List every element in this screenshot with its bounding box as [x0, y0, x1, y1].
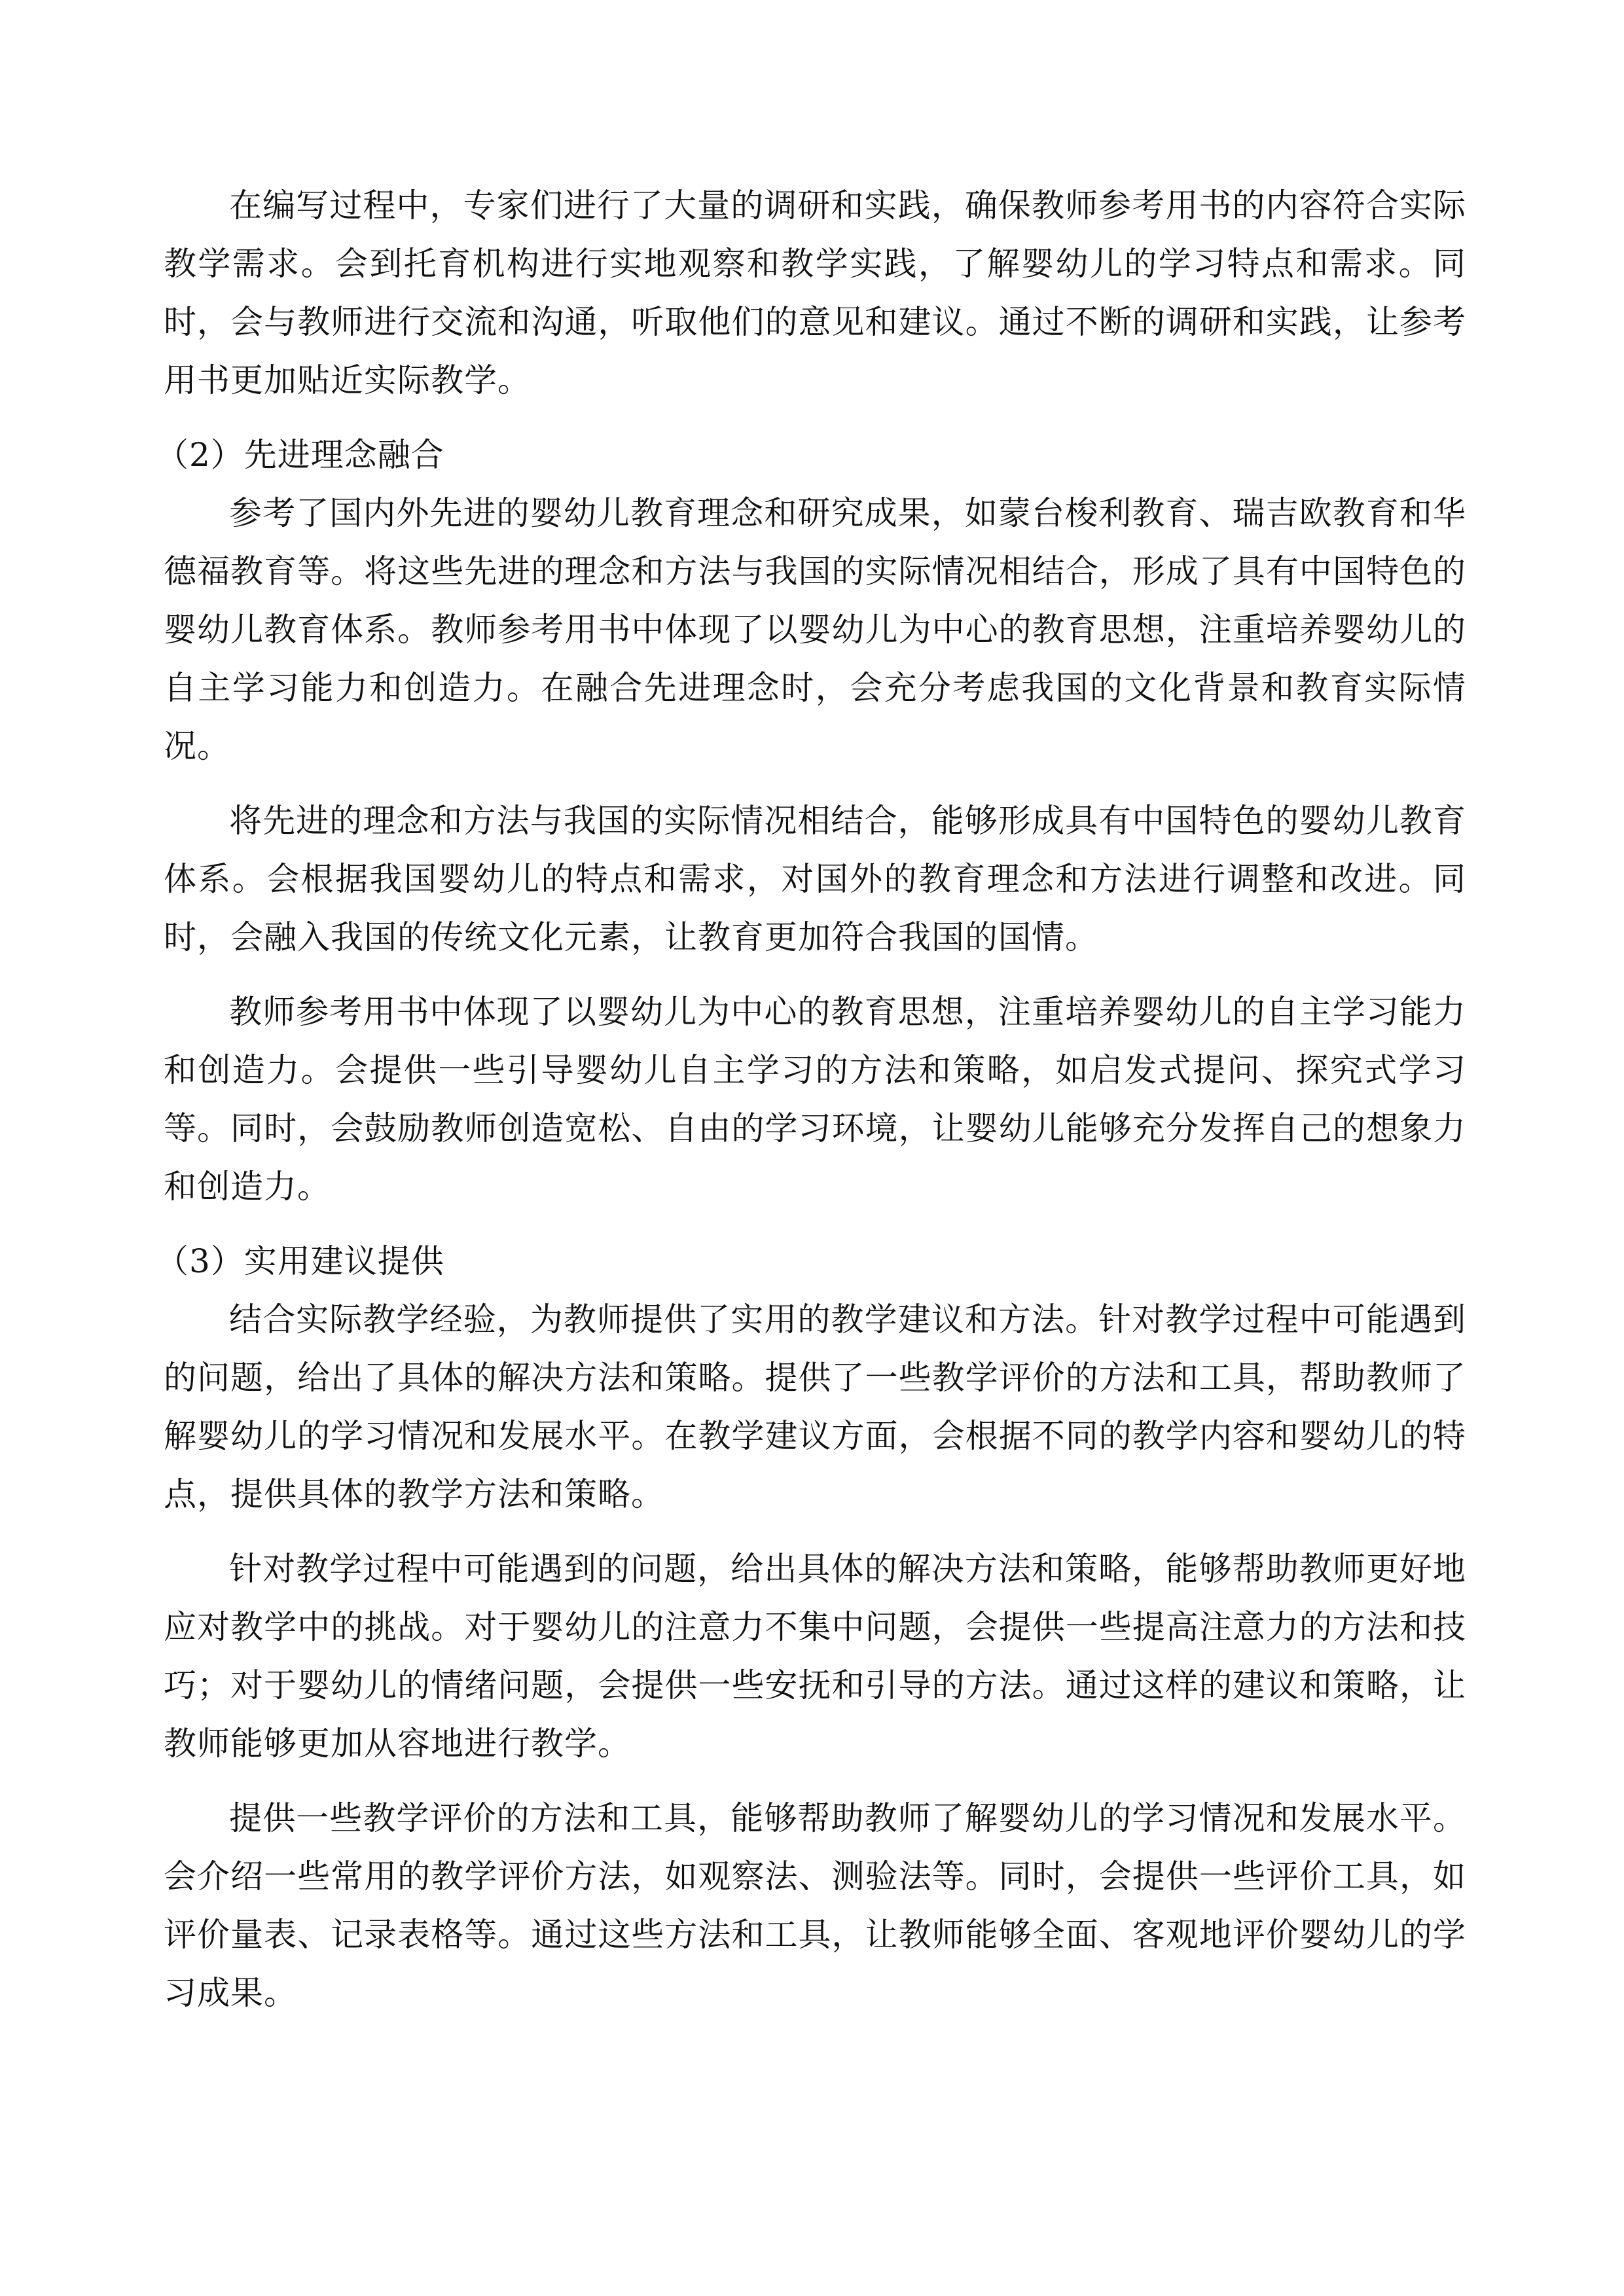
section-heading-2: （2）先进理念融合 — [156, 436, 444, 474]
section2-paragraph-2: 将先进的理念和方法与我国的实际情况相结合，能够形成具有中国特色的婴幼儿教育体系。会根据我国婴幼儿的特点和需求，对国外的教育理念和方法进行调整和改进。同时，会融入我国的传统文化元素，让教育更加符合我国的国情。 — [164, 802, 1466, 956]
section3-paragraph-1: 结合实际教学经验，为教师提供了实用的教学建议和方法。针对教学过程中可能遇到的问题，给出了具体的解决方法和策略。提供了一些教学评价的方法和工具，帮助教师了解婴幼儿的学习情况和发展水平。在教学建议方面，会根据不同的教学内容和婴幼儿的特点，提供具体的教学方法和策略。 — [164, 1300, 1466, 1513]
paragraph-intro: 在编写过程中，专家们进行了大量的调研和实践，确保教师参考用书的内容符合实际教学需求。会到托育机构进行实地观察和教学实践，了解婴幼儿的学习特点和需求。同时，会与教师进行交流和沟通，听取他们的意见和建议。通过不断的调研和实践，让参考用书更加贴近实际教学。 — [164, 187, 1466, 399]
section2-paragraph-3: 教师参考用书中体现了以婴幼儿为中心的教育思想，注重培养婴幼儿的自主学习能力和创造力。会提供一些引导婴幼儿自主学习的方法和策略，如启发式提问、探究式学习等。同时，会鼓励教师创造宽松、自由的学习环境，让婴幼儿能够充分发挥自己的想象力和创造力。 — [164, 993, 1466, 1206]
page-content — [156, 177, 1466, 2039]
section-heading-3: （3）实用建议提供 — [156, 1242, 444, 1280]
section2-paragraph-1: 参考了国内外先进的婴幼儿教育理念和研究成果，如蒙台梭利教育、瑞吉欧教育和华德福教育等。将这些先进的理念和方法与我国的实际情况相结合，形成了具有中国特色的婴幼儿教育体系。教师参考用书中体现了以婴幼儿为中心的教育思想，注重培养婴幼儿的自主学习能力和创造力。在融合先进理念时，会充分考虑我国的文化背景和教育实际情况。 — [164, 494, 1466, 765]
section3-paragraph-3: 提供一些教学评价的方法和工具，能够帮助教师了解婴幼儿的学习情况和发展水平。会介绍一些常用的教学评价方法，如观察法、测验法等。同时，会提供一些评价工具，如评价量表、记录表格等。通过这些方法和工具，让教师能够全面、客观地评价婴幼儿的学习成果。 — [164, 1799, 1466, 2012]
section3-paragraph-2: 针对教学过程中可能遇到的问题，给出具体的解决方法和策略，能够帮助教师更好地应对教学中的挑战。对于婴幼儿的注意力不集中问题，会提供一些提高注意力的方法和技巧；对于婴幼儿的情绪问题，会提供一些安抚和引导的方法。通过这样的建议和策略，让教师能够更加从容地进行教学。 — [164, 1550, 1466, 1763]
